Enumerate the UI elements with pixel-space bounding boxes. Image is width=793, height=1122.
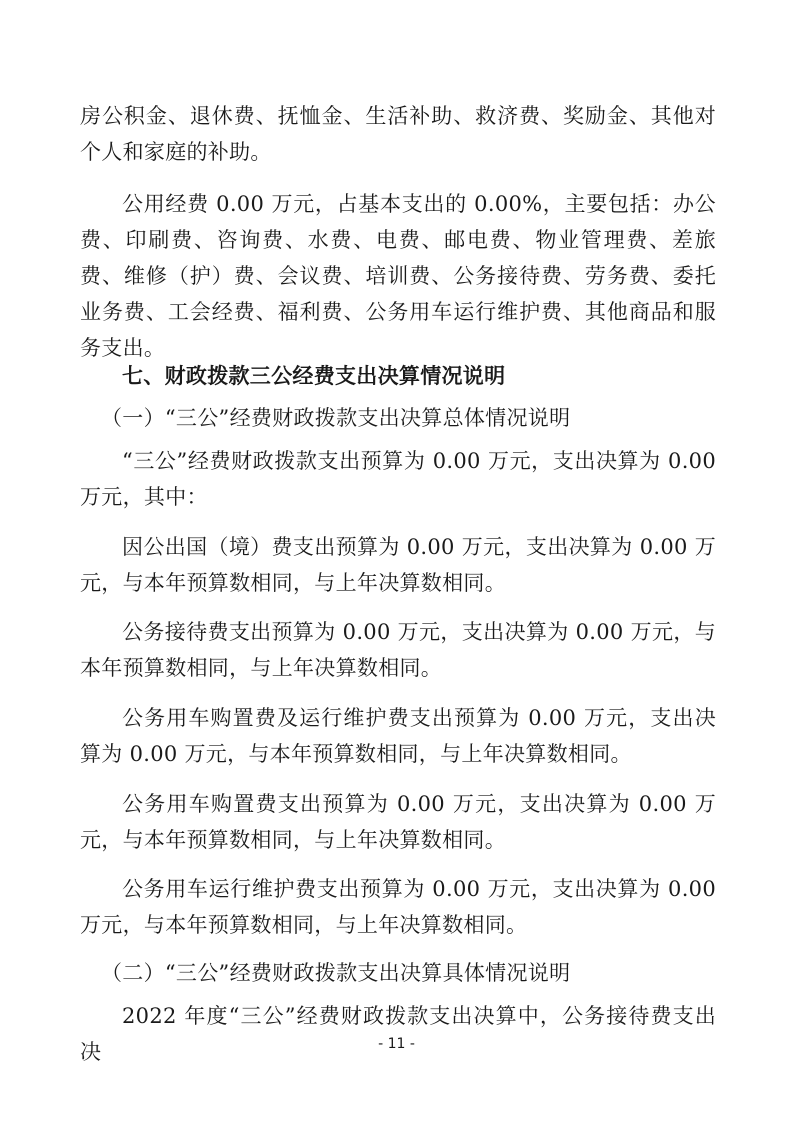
page-number: - 11 - (378, 1036, 415, 1052)
paragraph-official-reception: 公务接待费支出预算为 0.00 万元，支出决算为 0.00 万元，与本年预算数相同，与上年决算数相同。 (80, 620, 716, 680)
paragraph-public-expenses: 公用经费 0.00 万元，占基本支出的 0.00%，主要包括：办公费、印刷费、咨询费、水费、电费、邮电费、物业管理费、差旅费、维修（护）费、会议费、培训费、公务接待费、劳务费、委托业务费、工会经费、福利费、公务用车运行维护费、其他商品和服务支出。 (80, 192, 716, 360)
paragraph-vehicle-purchase-and-maintenance: 公务用车购置费及运行维护费支出预算为 0.00 万元，支出决算为 0.00 万元，与本年预算数相同，与上年决算数相同。 (80, 706, 716, 766)
paragraph-vehicle-purchase: 公务用车购置费支出预算为 0.00 万元，支出决算为 0.00 万元，与本年预算数相同，与上年决算数相同。 (80, 792, 716, 852)
subsection-heading-details: （二）“三公”经费财政拨款支出决算具体情况说明 (101, 961, 571, 985)
paragraph-vehicle-maintenance: 公务用车运行维护费支出预算为 0.00 万元，支出决算为 0.00 万元，与本年预算数相同，与上年决算数相同。 (80, 877, 716, 937)
paragraph-outbound-travel: 因公出国（境）费支出预算为 0.00 万元，支出决算为 0.00 万元，与本年预算数相同，与上年决算数相同。 (80, 535, 716, 595)
subsection-heading-overall: （一）“三公”经费财政拨款支出决算总体情况说明 (101, 406, 571, 430)
paragraph-family-subsidies: 房公积金、退休费、抚恤金、生活补助、救济费、奖励金、其他对个人和家庭的补助。 (80, 104, 716, 164)
section-heading-three-public-expenses: 七、财政拨款三公经费支出决算情况说明 (122, 363, 506, 388)
paragraph-three-public-budget: “三公”经费财政拨款支出预算为 0.00 万元，支出决算为 0.00 万元，其中： (80, 449, 716, 509)
paragraph-2022-details: 2022 年度“三公”经费财政拨款支出决算中，公务接待费支出决 (80, 1004, 716, 1064)
